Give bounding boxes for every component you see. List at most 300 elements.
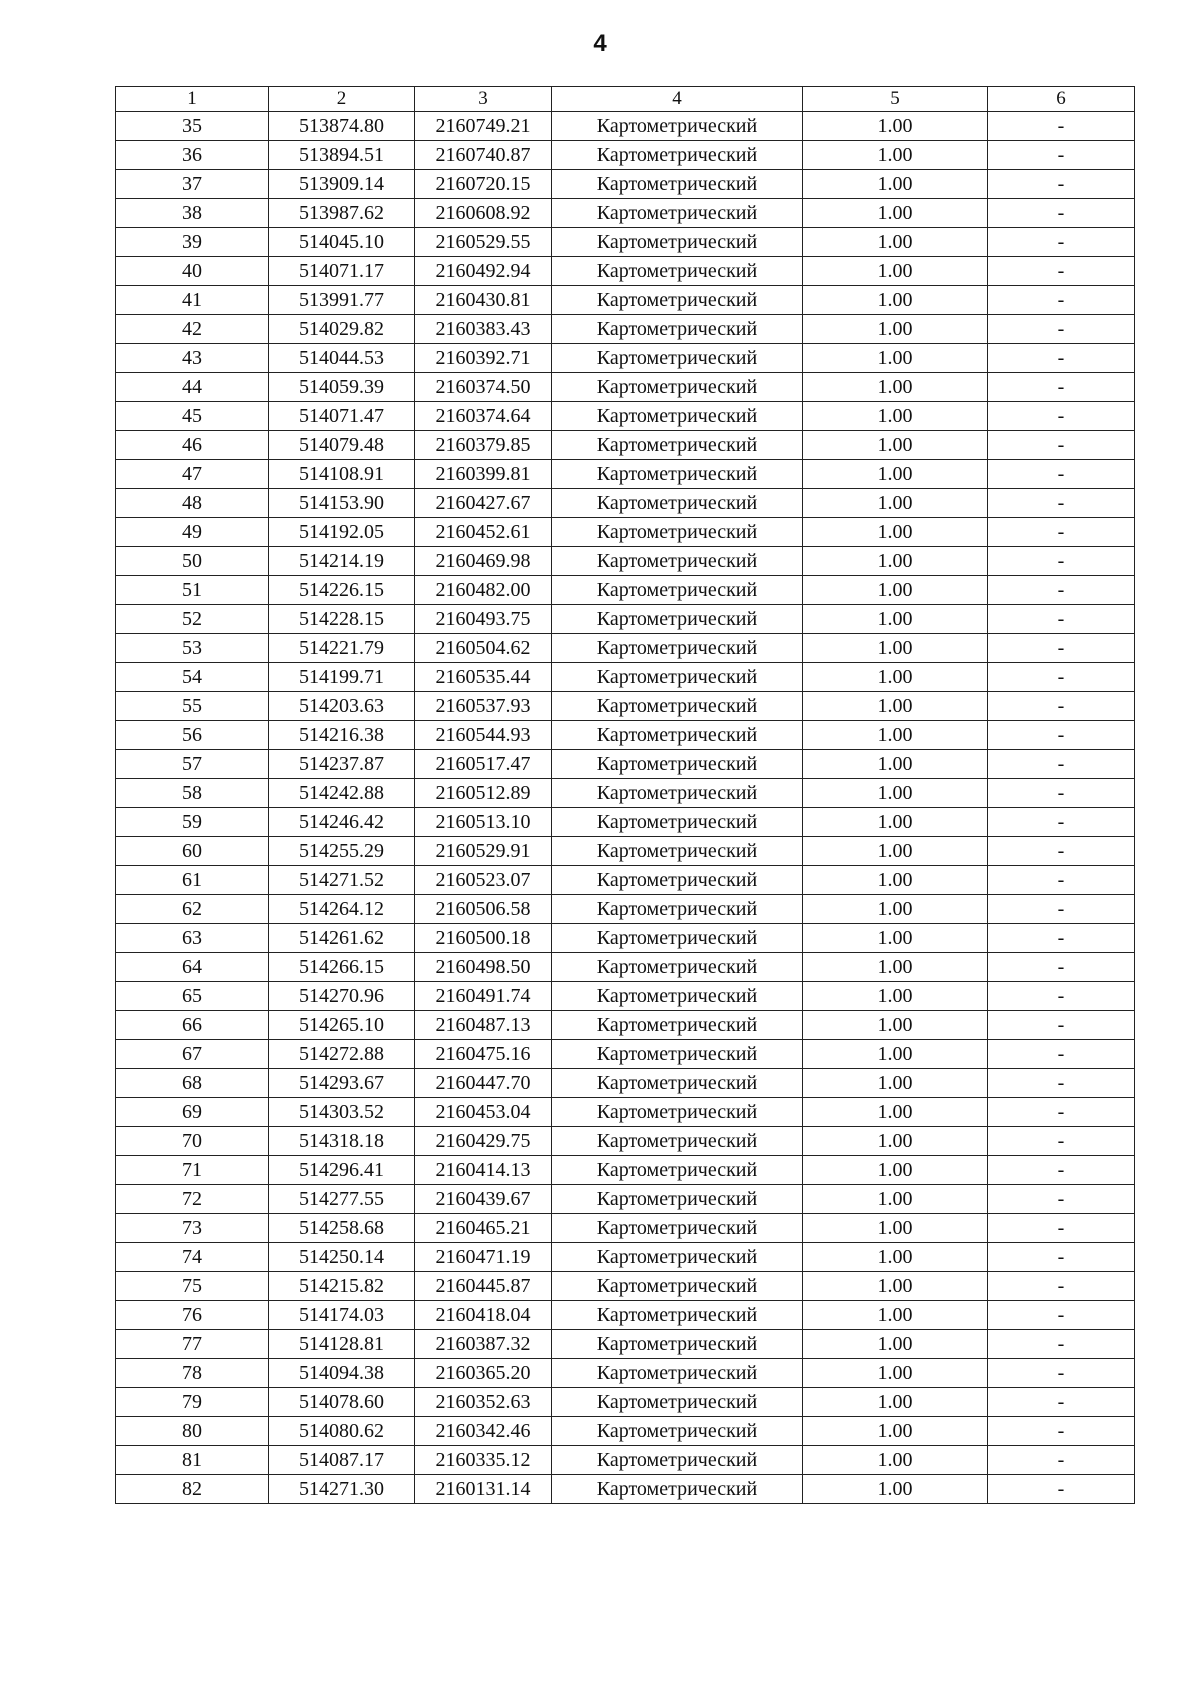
accuracy-cell: 1.00 — [803, 779, 988, 808]
accuracy-cell: 1.00 — [803, 1243, 988, 1272]
point-number-cell: 41 — [116, 286, 269, 315]
note-cell: - — [988, 1243, 1135, 1272]
x-coordinate-cell: 514293.67 — [269, 1069, 415, 1098]
note-cell: - — [988, 750, 1135, 779]
note-cell: - — [988, 286, 1135, 315]
y-coordinate-cell: 2160335.12 — [415, 1446, 552, 1475]
accuracy-cell: 1.00 — [803, 605, 988, 634]
y-coordinate-cell: 2160445.87 — [415, 1272, 552, 1301]
y-coordinate-cell: 2160504.62 — [415, 634, 552, 663]
table-row — [116, 518, 1135, 547]
method-cell: Картометрический — [552, 924, 803, 953]
note-cell: - — [988, 1417, 1135, 1446]
x-coordinate-cell: 514153.90 — [269, 489, 415, 518]
table-row — [116, 982, 1135, 1011]
point-number-cell: 53 — [116, 634, 269, 663]
y-coordinate-cell: 2160399.81 — [415, 460, 552, 489]
x-coordinate-cell: 514203.63 — [269, 692, 415, 721]
point-number-cell: 60 — [116, 837, 269, 866]
note-cell: - — [988, 1127, 1135, 1156]
accuracy-cell: 1.00 — [803, 924, 988, 953]
accuracy-cell: 1.00 — [803, 721, 988, 750]
note-cell: - — [988, 808, 1135, 837]
y-coordinate-cell: 2160379.85 — [415, 431, 552, 460]
point-number-cell: 46 — [116, 431, 269, 460]
point-number-cell: 76 — [116, 1301, 269, 1330]
x-coordinate-cell: 514078.60 — [269, 1388, 415, 1417]
note-cell: - — [988, 141, 1135, 170]
table-row — [116, 1330, 1135, 1359]
point-number-cell: 71 — [116, 1156, 269, 1185]
note-cell: - — [988, 112, 1135, 141]
table-row — [116, 199, 1135, 228]
method-cell: Картометрический — [552, 1127, 803, 1156]
x-coordinate-cell: 513894.51 — [269, 141, 415, 170]
y-coordinate-cell: 2160493.75 — [415, 605, 552, 634]
x-coordinate-cell: 514199.71 — [269, 663, 415, 692]
x-coordinate-cell: 514221.79 — [269, 634, 415, 663]
point-number-cell: 77 — [116, 1330, 269, 1359]
table-row — [116, 257, 1135, 286]
accuracy-cell: 1.00 — [803, 1040, 988, 1069]
y-coordinate-cell: 2160392.71 — [415, 344, 552, 373]
note-cell: - — [988, 402, 1135, 431]
y-coordinate-cell: 2160535.44 — [415, 663, 552, 692]
accuracy-cell: 1.00 — [803, 895, 988, 924]
note-cell: - — [988, 605, 1135, 634]
method-cell: Картометрический — [552, 1040, 803, 1069]
point-number-cell: 51 — [116, 576, 269, 605]
note-cell: - — [988, 431, 1135, 460]
accuracy-cell: 1.00 — [803, 1475, 988, 1504]
y-coordinate-cell: 2160749.21 — [415, 112, 552, 141]
table-row — [116, 460, 1135, 489]
y-coordinate-cell: 2160487.13 — [415, 1011, 552, 1040]
point-number-cell: 81 — [116, 1446, 269, 1475]
method-cell: Картометрический — [552, 837, 803, 866]
accuracy-cell: 1.00 — [803, 315, 988, 344]
y-coordinate-cell: 2160427.67 — [415, 489, 552, 518]
accuracy-cell: 1.00 — [803, 286, 988, 315]
point-number-cell: 58 — [116, 779, 269, 808]
point-number-cell: 57 — [116, 750, 269, 779]
accuracy-cell: 1.00 — [803, 518, 988, 547]
table-row — [116, 721, 1135, 750]
table-row — [116, 1417, 1135, 1446]
x-coordinate-cell: 514214.19 — [269, 547, 415, 576]
x-coordinate-cell: 514318.18 — [269, 1127, 415, 1156]
x-coordinate-cell: 514071.17 — [269, 257, 415, 286]
note-cell: - — [988, 1330, 1135, 1359]
method-cell: Картометрический — [552, 431, 803, 460]
point-number-cell: 37 — [116, 170, 269, 199]
y-coordinate-cell: 2160500.18 — [415, 924, 552, 953]
column-header: 4 — [552, 87, 803, 112]
method-cell: Картометрический — [552, 1301, 803, 1330]
accuracy-cell: 1.00 — [803, 547, 988, 576]
x-coordinate-cell: 514242.88 — [269, 779, 415, 808]
point-number-cell: 74 — [116, 1243, 269, 1272]
note-cell: - — [988, 779, 1135, 808]
y-coordinate-cell: 2160374.64 — [415, 402, 552, 431]
y-coordinate-cell: 2160544.93 — [415, 721, 552, 750]
accuracy-cell: 1.00 — [803, 1330, 988, 1359]
point-number-cell: 67 — [116, 1040, 269, 1069]
x-coordinate-cell: 514228.15 — [269, 605, 415, 634]
accuracy-cell: 1.00 — [803, 837, 988, 866]
accuracy-cell: 1.00 — [803, 373, 988, 402]
x-coordinate-cell: 514258.68 — [269, 1214, 415, 1243]
method-cell: Картометрический — [552, 982, 803, 1011]
y-coordinate-cell: 2160374.50 — [415, 373, 552, 402]
column-header: 5 — [803, 87, 988, 112]
table-row — [116, 808, 1135, 837]
accuracy-cell: 1.00 — [803, 1127, 988, 1156]
note-cell: - — [988, 518, 1135, 547]
accuracy-cell: 1.00 — [803, 1417, 988, 1446]
y-coordinate-cell: 2160529.91 — [415, 837, 552, 866]
table-row — [116, 1069, 1135, 1098]
table-row — [116, 866, 1135, 895]
x-coordinate-cell: 514174.03 — [269, 1301, 415, 1330]
point-number-cell: 62 — [116, 895, 269, 924]
method-cell: Картометрический — [552, 1214, 803, 1243]
note-cell: - — [988, 257, 1135, 286]
point-number-cell: 73 — [116, 1214, 269, 1243]
note-cell: - — [988, 692, 1135, 721]
note-cell: - — [988, 634, 1135, 663]
point-number-cell: 64 — [116, 953, 269, 982]
accuracy-cell: 1.00 — [803, 1098, 988, 1127]
table-row — [116, 895, 1135, 924]
accuracy-cell: 1.00 — [803, 228, 988, 257]
y-coordinate-cell: 2160418.04 — [415, 1301, 552, 1330]
accuracy-cell: 1.00 — [803, 257, 988, 286]
method-cell: Картометрический — [552, 489, 803, 518]
point-number-cell: 38 — [116, 199, 269, 228]
table-row — [116, 286, 1135, 315]
method-cell: Картометрический — [552, 1243, 803, 1272]
y-coordinate-cell: 2160512.89 — [415, 779, 552, 808]
accuracy-cell: 1.00 — [803, 866, 988, 895]
note-cell: - — [988, 460, 1135, 489]
point-number-cell: 50 — [116, 547, 269, 576]
x-coordinate-cell: 514296.41 — [269, 1156, 415, 1185]
point-number-cell: 82 — [116, 1475, 269, 1504]
accuracy-cell: 1.00 — [803, 1069, 988, 1098]
note-cell: - — [988, 663, 1135, 692]
point-number-cell: 40 — [116, 257, 269, 286]
method-cell: Картометрический — [552, 1011, 803, 1040]
table-row — [116, 1446, 1135, 1475]
method-cell: Картометрический — [552, 286, 803, 315]
method-cell: Картометрический — [552, 779, 803, 808]
x-coordinate-cell: 514250.14 — [269, 1243, 415, 1272]
note-cell: - — [988, 228, 1135, 257]
method-cell: Картометрический — [552, 112, 803, 141]
table-row — [116, 228, 1135, 257]
accuracy-cell: 1.00 — [803, 199, 988, 228]
method-cell: Картометрический — [552, 808, 803, 837]
x-coordinate-cell: 514216.38 — [269, 721, 415, 750]
y-coordinate-cell: 2160365.20 — [415, 1359, 552, 1388]
table-row — [116, 779, 1135, 808]
table-row — [116, 1011, 1135, 1040]
table-row — [116, 344, 1135, 373]
x-coordinate-cell: 513874.80 — [269, 112, 415, 141]
method-cell: Картометрический — [552, 257, 803, 286]
y-coordinate-cell: 2160471.19 — [415, 1243, 552, 1272]
y-coordinate-cell: 2160465.21 — [415, 1214, 552, 1243]
note-cell: - — [988, 1446, 1135, 1475]
accuracy-cell: 1.00 — [803, 1156, 988, 1185]
table-row — [116, 489, 1135, 518]
accuracy-cell: 1.00 — [803, 489, 988, 518]
point-number-cell: 43 — [116, 344, 269, 373]
x-coordinate-cell: 514266.15 — [269, 953, 415, 982]
table-row — [116, 576, 1135, 605]
note-cell: - — [988, 1098, 1135, 1127]
point-number-cell: 35 — [116, 112, 269, 141]
x-coordinate-cell: 514079.48 — [269, 431, 415, 460]
x-coordinate-cell: 514226.15 — [269, 576, 415, 605]
table-row — [116, 1098, 1135, 1127]
point-number-cell: 44 — [116, 373, 269, 402]
table-row — [116, 837, 1135, 866]
y-coordinate-cell: 2160429.75 — [415, 1127, 552, 1156]
table-row — [116, 1388, 1135, 1417]
table-row — [116, 402, 1135, 431]
y-coordinate-cell: 2160447.70 — [415, 1069, 552, 1098]
coordinates-table — [115, 86, 1135, 1504]
accuracy-cell: 1.00 — [803, 1272, 988, 1301]
y-coordinate-cell: 2160387.32 — [415, 1330, 552, 1359]
method-cell: Картометрический — [552, 1069, 803, 1098]
x-coordinate-cell: 514271.30 — [269, 1475, 415, 1504]
point-number-cell: 47 — [116, 460, 269, 489]
table-row — [116, 1040, 1135, 1069]
point-number-cell: 52 — [116, 605, 269, 634]
method-cell: Картометрический — [552, 605, 803, 634]
point-number-cell: 79 — [116, 1388, 269, 1417]
x-coordinate-cell: 514303.52 — [269, 1098, 415, 1127]
x-coordinate-cell: 514261.62 — [269, 924, 415, 953]
accuracy-cell: 1.00 — [803, 750, 988, 779]
method-cell: Картометрический — [552, 547, 803, 576]
accuracy-cell: 1.00 — [803, 431, 988, 460]
x-coordinate-cell: 514265.10 — [269, 1011, 415, 1040]
accuracy-cell: 1.00 — [803, 402, 988, 431]
column-header: 2 — [269, 87, 415, 112]
note-cell: - — [988, 982, 1135, 1011]
note-cell: - — [988, 1301, 1135, 1330]
point-number-cell: 80 — [116, 1417, 269, 1446]
note-cell: - — [988, 1040, 1135, 1069]
note-cell: - — [988, 170, 1135, 199]
note-cell: - — [988, 315, 1135, 344]
x-coordinate-cell: 514044.53 — [269, 344, 415, 373]
accuracy-cell: 1.00 — [803, 576, 988, 605]
note-cell: - — [988, 1388, 1135, 1417]
table-row — [116, 1359, 1135, 1388]
y-coordinate-cell: 2160131.14 — [415, 1475, 552, 1504]
method-cell: Картометрический — [552, 315, 803, 344]
accuracy-cell: 1.00 — [803, 1185, 988, 1214]
x-coordinate-cell: 514045.10 — [269, 228, 415, 257]
accuracy-cell: 1.00 — [803, 663, 988, 692]
accuracy-cell: 1.00 — [803, 1301, 988, 1330]
method-cell: Картометрический — [552, 1475, 803, 1504]
y-coordinate-cell: 2160513.10 — [415, 808, 552, 837]
method-cell: Картометрический — [552, 1185, 803, 1214]
table-row — [116, 1214, 1135, 1243]
table-row — [116, 170, 1135, 199]
note-cell: - — [988, 1011, 1135, 1040]
method-cell: Картометрический — [552, 634, 803, 663]
note-cell: - — [988, 924, 1135, 953]
x-coordinate-cell: 514270.96 — [269, 982, 415, 1011]
table-row — [116, 315, 1135, 344]
point-number-cell: 42 — [116, 315, 269, 344]
table-row — [116, 605, 1135, 634]
method-cell: Картометрический — [552, 1272, 803, 1301]
x-coordinate-cell: 513991.77 — [269, 286, 415, 315]
table-row — [116, 1127, 1135, 1156]
method-cell: Картометрический — [552, 1417, 803, 1446]
note-cell: - — [988, 837, 1135, 866]
table-row — [116, 1243, 1135, 1272]
x-coordinate-cell: 514246.42 — [269, 808, 415, 837]
y-coordinate-cell: 2160383.43 — [415, 315, 552, 344]
x-coordinate-cell: 513987.62 — [269, 199, 415, 228]
method-cell: Картометрический — [552, 1098, 803, 1127]
table-row — [116, 1301, 1135, 1330]
point-number-cell: 49 — [116, 518, 269, 547]
method-cell: Картометрический — [552, 576, 803, 605]
note-cell: - — [988, 199, 1135, 228]
table-row — [116, 692, 1135, 721]
accuracy-cell: 1.00 — [803, 1359, 988, 1388]
table-row — [116, 1185, 1135, 1214]
method-cell: Картометрический — [552, 170, 803, 199]
accuracy-cell: 1.00 — [803, 460, 988, 489]
method-cell: Картометрический — [552, 518, 803, 547]
method-cell: Картометрический — [552, 402, 803, 431]
accuracy-cell: 1.00 — [803, 1446, 988, 1475]
point-number-cell: 65 — [116, 982, 269, 1011]
y-coordinate-cell: 2160492.94 — [415, 257, 552, 286]
accuracy-cell: 1.00 — [803, 634, 988, 663]
y-coordinate-cell: 2160414.13 — [415, 1156, 552, 1185]
table-body — [116, 112, 1135, 1504]
y-coordinate-cell: 2160537.93 — [415, 692, 552, 721]
method-cell: Картометрический — [552, 721, 803, 750]
note-cell: - — [988, 895, 1135, 924]
point-number-cell: 68 — [116, 1069, 269, 1098]
table-row — [116, 1272, 1135, 1301]
table-row — [116, 141, 1135, 170]
table-row — [116, 924, 1135, 953]
point-number-cell: 59 — [116, 808, 269, 837]
accuracy-cell: 1.00 — [803, 344, 988, 373]
x-coordinate-cell: 514272.88 — [269, 1040, 415, 1069]
column-header: 1 — [116, 87, 269, 112]
table-row — [116, 547, 1135, 576]
column-header: 3 — [415, 87, 552, 112]
page-number: 4 — [593, 30, 607, 57]
x-coordinate-cell: 514094.38 — [269, 1359, 415, 1388]
note-cell: - — [988, 1475, 1135, 1504]
method-cell: Картометрический — [552, 1156, 803, 1185]
note-cell: - — [988, 1214, 1135, 1243]
y-coordinate-cell: 2160608.92 — [415, 199, 552, 228]
point-number-cell: 48 — [116, 489, 269, 518]
method-cell: Картометрический — [552, 460, 803, 489]
point-number-cell: 75 — [116, 1272, 269, 1301]
method-cell: Картометрический — [552, 373, 803, 402]
table-row — [116, 953, 1135, 982]
accuracy-cell: 1.00 — [803, 1214, 988, 1243]
note-cell: - — [988, 1156, 1135, 1185]
method-cell: Картометрический — [552, 228, 803, 257]
note-cell: - — [988, 1185, 1135, 1214]
table-header-row — [116, 87, 1135, 112]
x-coordinate-cell: 514264.12 — [269, 895, 415, 924]
note-cell: - — [988, 1069, 1135, 1098]
point-number-cell: 63 — [116, 924, 269, 953]
method-cell: Картометрический — [552, 199, 803, 228]
y-coordinate-cell: 2160529.55 — [415, 228, 552, 257]
accuracy-cell: 1.00 — [803, 982, 988, 1011]
x-coordinate-cell: 514192.05 — [269, 518, 415, 547]
x-coordinate-cell: 514071.47 — [269, 402, 415, 431]
method-cell: Картометрический — [552, 663, 803, 692]
column-header: 6 — [988, 87, 1135, 112]
y-coordinate-cell: 2160720.15 — [415, 170, 552, 199]
accuracy-cell: 1.00 — [803, 1388, 988, 1417]
y-coordinate-cell: 2160491.74 — [415, 982, 552, 1011]
point-number-cell: 69 — [116, 1098, 269, 1127]
y-coordinate-cell: 2160430.81 — [415, 286, 552, 315]
x-coordinate-cell: 514029.82 — [269, 315, 415, 344]
accuracy-cell: 1.00 — [803, 808, 988, 837]
x-coordinate-cell: 514087.17 — [269, 1446, 415, 1475]
accuracy-cell: 1.00 — [803, 112, 988, 141]
point-number-cell: 66 — [116, 1011, 269, 1040]
x-coordinate-cell: 514059.39 — [269, 373, 415, 402]
note-cell: - — [988, 953, 1135, 982]
y-coordinate-cell: 2160475.16 — [415, 1040, 552, 1069]
point-number-cell: 39 — [116, 228, 269, 257]
accuracy-cell: 1.00 — [803, 953, 988, 982]
y-coordinate-cell: 2160439.67 — [415, 1185, 552, 1214]
x-coordinate-cell: 514255.29 — [269, 837, 415, 866]
accuracy-cell: 1.00 — [803, 170, 988, 199]
method-cell: Картометрический — [552, 1359, 803, 1388]
point-number-cell: 55 — [116, 692, 269, 721]
table-row — [116, 634, 1135, 663]
x-coordinate-cell: 514108.91 — [269, 460, 415, 489]
method-cell: Картометрический — [552, 866, 803, 895]
y-coordinate-cell: 2160342.46 — [415, 1417, 552, 1446]
point-number-cell: 36 — [116, 141, 269, 170]
method-cell: Картометрический — [552, 750, 803, 779]
method-cell: Картометрический — [552, 344, 803, 373]
note-cell: - — [988, 344, 1135, 373]
method-cell: Картометрический — [552, 141, 803, 170]
x-coordinate-cell: 513909.14 — [269, 170, 415, 199]
x-coordinate-cell: 514237.87 — [269, 750, 415, 779]
